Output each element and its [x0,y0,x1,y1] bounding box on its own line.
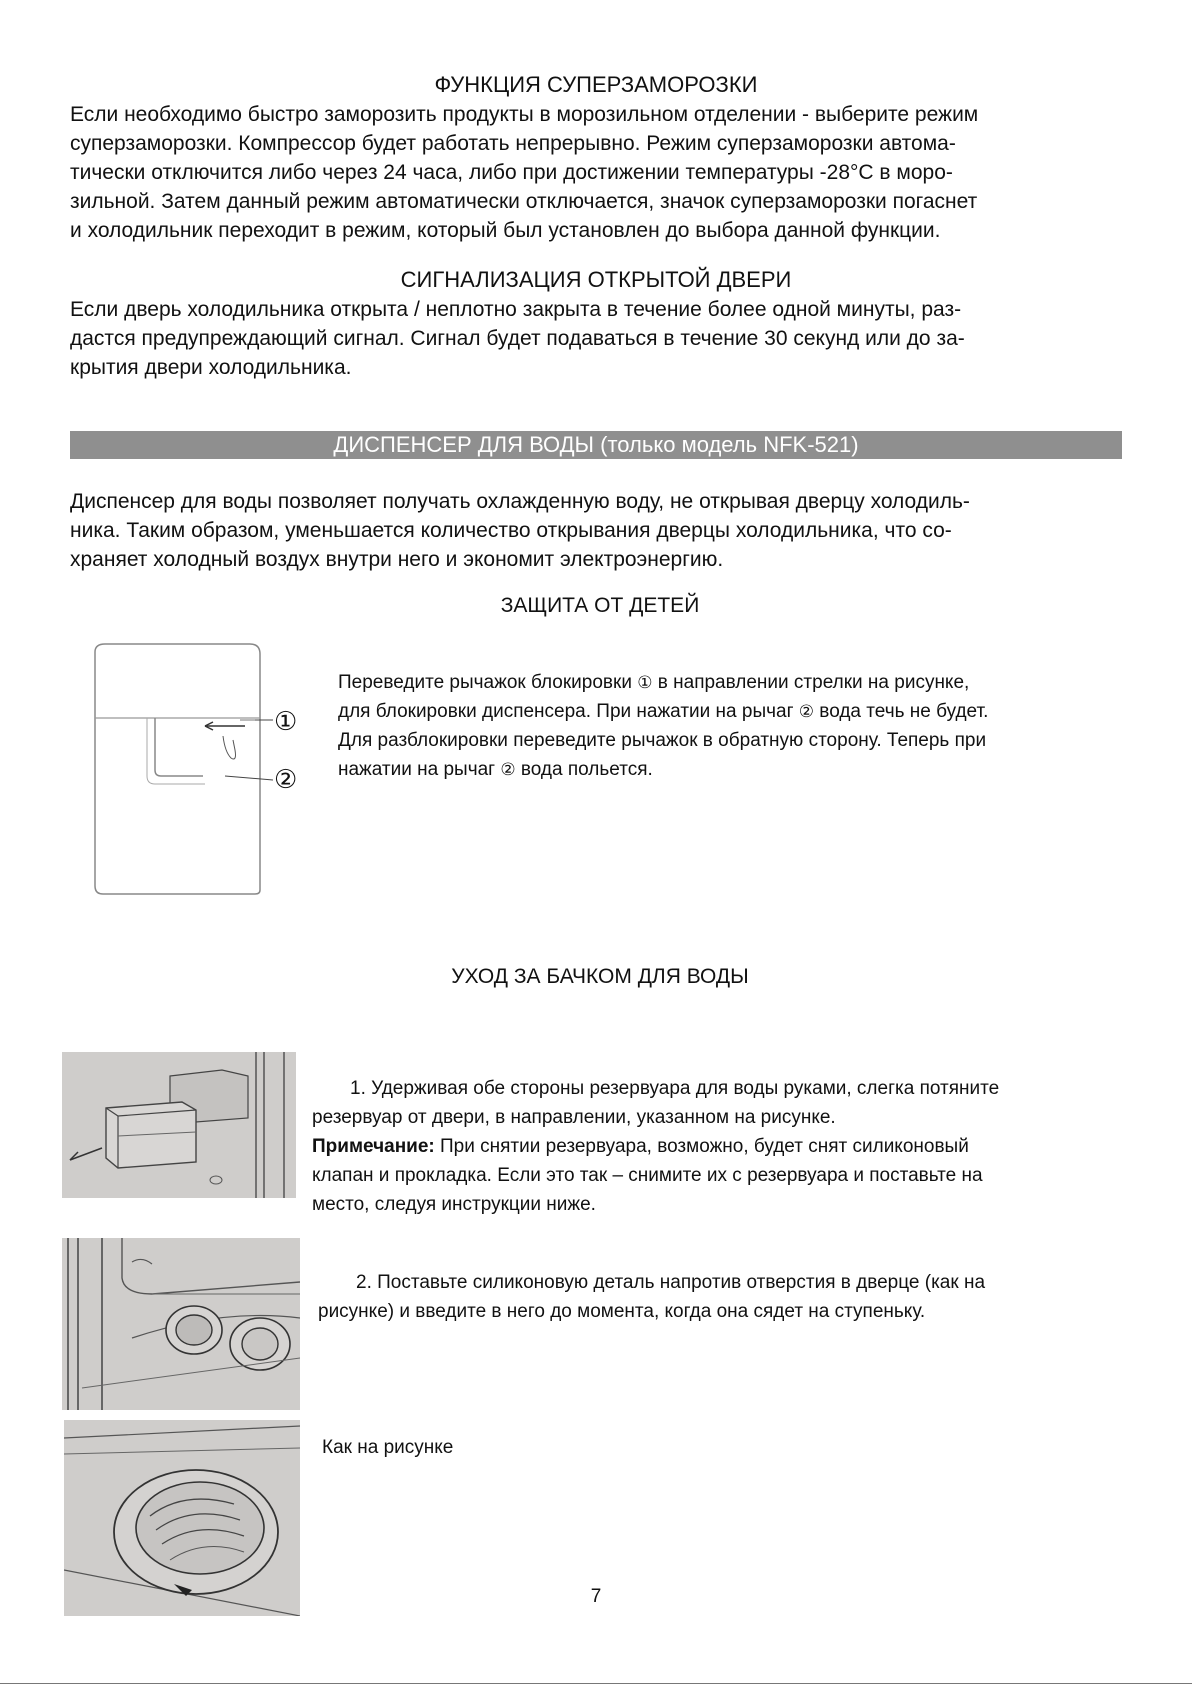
page-bottom-line [0,1683,1192,1684]
text-line: Диспенсер для воды позволяет получать охлажденную воду, не открывая дверцу холодиль- [70,490,970,513]
text-line [338,668,1118,697]
child-lock-text [338,668,1118,784]
door-alarm-heading: СИГНАЛИЗАЦИЯ ОТКРЫТОЙ ДВЕРИ [400,267,792,292]
text-line: и холодильник переходит в режим, который был установлен до выбора данной функции. [70,219,941,242]
text-span: Переведите рычажок блокировки [338,672,638,693]
text-span: При снятии резервуара, возможно, будет снят силиконовый [434,1136,969,1157]
installed-valve-figure [64,1420,300,1616]
text-line [312,1132,1122,1161]
text-span: для блокировки диспенсера. При нажатии на рычаг [338,701,799,722]
text-line [338,726,1118,755]
dispenser-banner: ДИСПЕНСЕР ДЛЯ ВОДЫ (только модель NFK-521) [70,431,1122,459]
lever-2-glyph: ② [798,702,815,721]
tank-care-heading: УХОД ЗА БАЧКОМ ДЛЯ ВОДЫ [451,965,749,988]
door-alarm-text [70,295,1122,382]
text-line: резервуар от двери, в направлении, указанном на рисунке. [312,1107,836,1128]
text-line: ника. Таким образом, уменьшается количество открывания дверцы холодильника, что со- [70,519,952,542]
text-line [338,755,1118,784]
text-line: суперзаморозки. Компрессор будет работать непрерывно. Режим суперзаморозки автома- [70,132,956,155]
text-line: Если дверь холодильника открыта / неплотно закрыта в течение более одной минуты, раз- [70,298,962,321]
text-line: рисунке) и введите в него до момента, когда она сядет на ступеньку. [318,1301,926,1322]
text-span: вода польется. [515,759,653,780]
text-line: клапан и прокладка. Если это так – снимите их с резервуара и поставьте на [312,1165,983,1186]
step2-text [318,1268,1118,1326]
text-line: место, следуя инструкции ниже. [312,1194,596,1215]
text-line: 2. Поставьте силиконовую деталь напротив отверстия в дверце (как на [356,1272,986,1293]
dispenser-text [70,487,1122,574]
lever-2-glyph: ② [500,760,516,779]
step3-text: Как на рисунке [322,1437,454,1458]
text-line: храняет холодный воздух внутри него и экономит электроэнергию. [70,548,724,571]
text-line: дастся предупреждающий сигнал. Сигнал будет подаваться в течение 30 секунд или до за- [70,327,965,350]
text-line: зильной. Затем данный режим автоматически отключается, значок суперзаморозки погаснет [70,190,978,213]
silicone-part-figure [62,1238,300,1410]
text-line: тически отключится либо через 24 часа, либо при достижении температуры -28°С в моро- [70,161,953,184]
text-line [338,697,1118,726]
callout-1: ① [274,706,298,736]
tank-removal-figure [62,1052,296,1198]
text-span: нажатии на рычаг [338,759,501,780]
step1-text [312,1074,1122,1219]
page-number: 7 [590,1586,602,1607]
text-span: в направлении стрелки на рисунке, [652,672,970,693]
text-span: вода течь не будет. [814,701,989,722]
superfreeze-heading: ФУНКЦИЯ СУПЕРЗАМОРОЗКИ [434,72,758,97]
callout-2: ② [274,764,298,794]
text-line: Если необходимо быстро заморозить продукты в морозильном отделении - выберите режим [70,103,979,126]
lock-lever-1-glyph: ① [637,673,653,692]
note-label: Примечание: [312,1136,435,1157]
text-line: 1. Удерживая обе стороны резервуара для воды руками, слегка потяните [350,1078,1000,1099]
superfreeze-text [70,100,1122,245]
text-line: крытия двери холодильника. [70,356,352,379]
text-span: Для разблокировки переведите рычажок в обратную сторону. Теперь при [338,730,987,751]
child-lock-heading: ЗАЩИТА ОТ ДЕТЕЙ [500,594,700,617]
